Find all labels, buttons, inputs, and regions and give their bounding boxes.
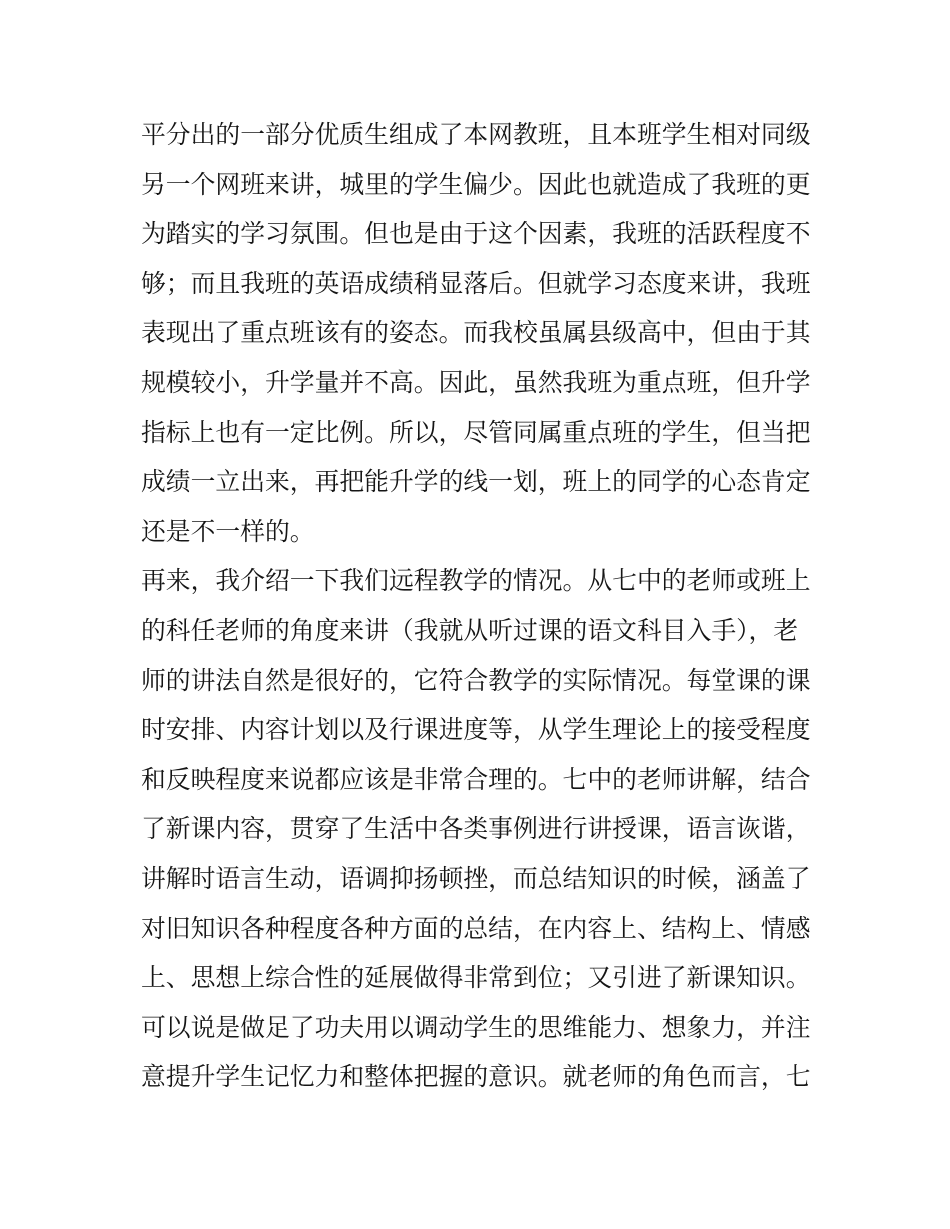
text-line: 意提升学生记忆力和整体把握的意识。就老师的角色而言，七 <box>141 1062 811 1092</box>
text-line: 讲解时语言生动，语调抑扬顿挫，而总结知识的时候，涵盖了 <box>141 863 811 893</box>
text-line: 够；而且我班的英语成绩稍显落后。但就学习态度来讲，我班 <box>141 268 811 298</box>
text-line: 平分出的一部分优质生组成了本网教班，且本班学生相对同级 <box>141 120 811 149</box>
text-line: 的科任老师的角度来讲（我就从听过课的语文科目入手），老 <box>141 615 799 645</box>
text-line: 对旧知识各种程度各种方面的总结，在内容上、结构上、情感 <box>141 913 811 943</box>
text-line: 为踏实的学习氛围。但也是由于这个因素，我班的活跃程度不 <box>141 219 811 249</box>
text-line: 规模较小，升学量并不高。因此，虽然我班为重点班，但升学 <box>141 367 811 397</box>
text-line: 成绩一立出来，再把能升学的线一划，班上的同学的心态肯定 <box>141 467 811 497</box>
text-line: 还是不一样的。 <box>141 516 315 546</box>
text-line: 师的讲法自然是很好的，它符合教学的实际情况。每堂课的课 <box>141 665 811 695</box>
text-line: 再来，我介绍一下我们远程教学的情况。从七中的老师或班上 <box>141 566 811 596</box>
text-line: 时安排、内容计划以及行课进度等，从学生理论上的接受程度 <box>141 715 811 745</box>
text-line: 和反映程度来说都应该是非常合理的。七中的老师讲解，结合 <box>141 764 811 794</box>
text-line: 了新课内容，贯穿了生活中各类事例进行讲授课，语言诙谐， <box>141 814 811 844</box>
text-line: 可以说是做足了功夫用以调动学生的思维能力、想象力，并注 <box>141 1012 811 1042</box>
text-line: 指标上也有一定比例。所以，尽管同属重点班的学生，但当把 <box>141 417 811 447</box>
text-line: 另一个网班来讲，城里的学生偏少。因此也就造成了我班的更 <box>141 169 811 199</box>
text-line: 上、思想上综合性的延展做得非常到位；又引进了新课知识。 <box>141 963 811 993</box>
body-text <box>141 110 813 1102</box>
text-line: 表现出了重点班该有的姿态。而我校虽属县级高中，但由于其 <box>141 318 811 348</box>
